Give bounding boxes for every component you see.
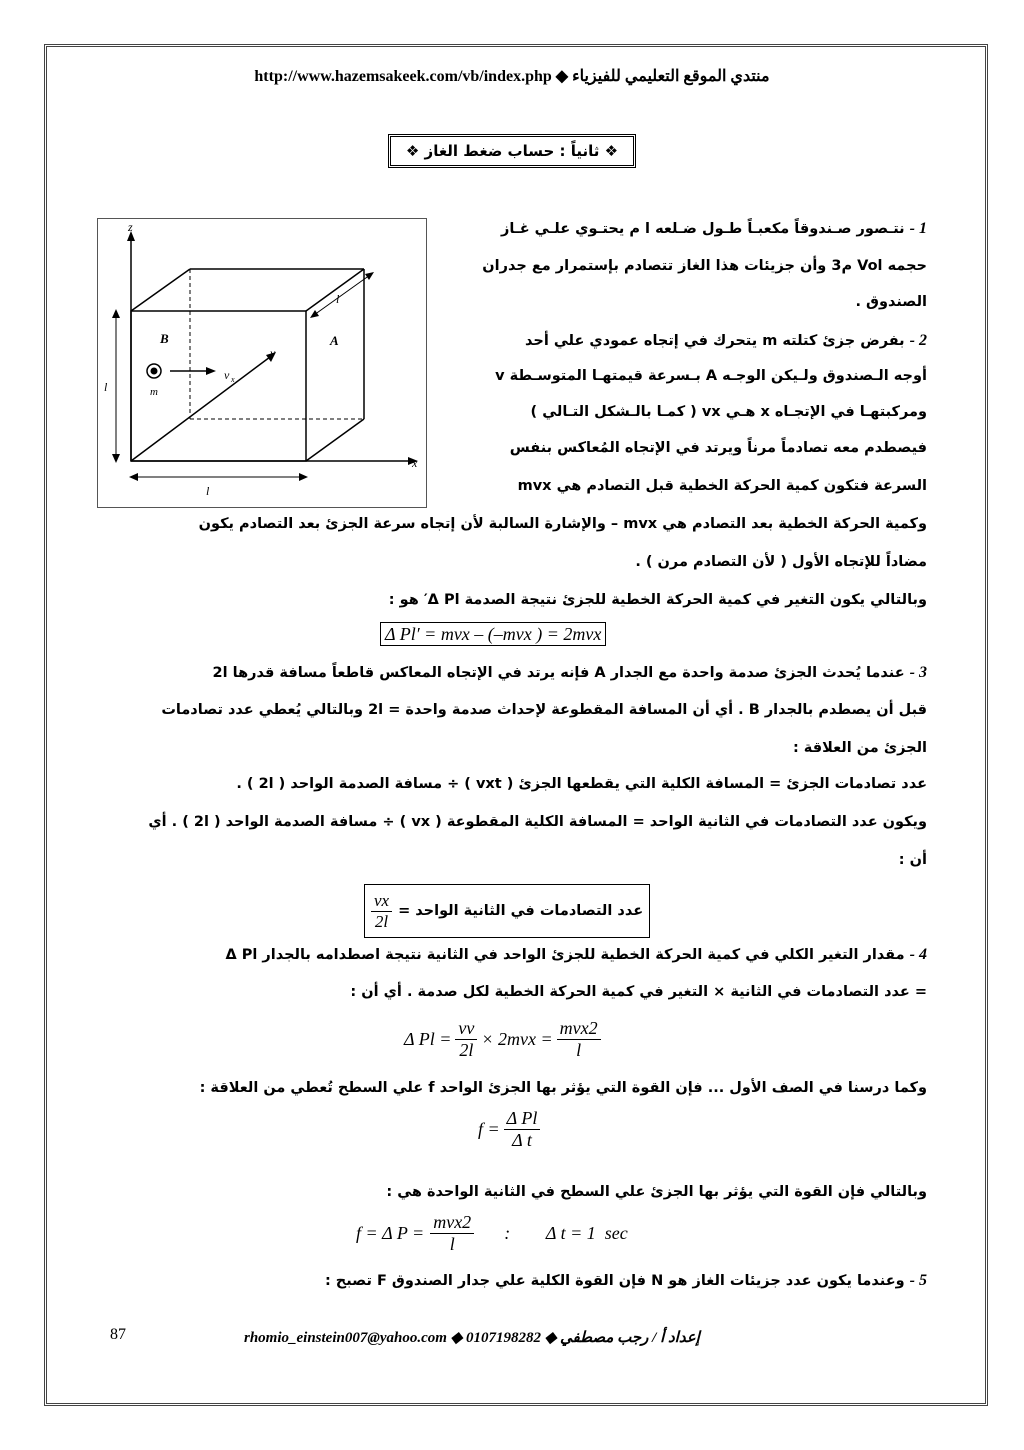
p2-line8: وبالتالي يكون التغير في كمية الحركة الخطية للجزئ نتيجة الصدمة Δ Pl′ هو : [388,592,927,608]
p4-line4: وبالتالي فإن القوة التي يؤثر بها الجزئ علي السطح في الثانية الواحدة هي : [386,1184,927,1200]
p3-line3: الجزئ من العلاقة : [792,740,927,756]
edge-length-label-left: l [104,380,108,394]
p4-line2: = عدد التصادمات في الثانية × التغير في كمية الحركة الخطية لكل صدمة . أي أن : [350,984,927,1000]
edge-length-label-top: l [336,292,340,306]
section-title: ❖ ثانياً : حساب ضغط الغاز ❖ [388,134,636,168]
p2-line5: السرعة فتكون كمية الحركة الخطية قبل التصادم هي mvx [517,478,927,494]
velocity-label: v [224,368,230,382]
p2-line3: ومركبتهـا في الإتجـاه x هـي vx ( كمـا بالـشكل التـالي ) [530,404,927,420]
p2-line1: 2 - بفرض جزئ كتلته m يتحرك في إتجاه عمودي علي أحد [525,332,927,349]
p2-line6: وكمية الحركة الخطية بعد التصادم هي mvx – والإشارة السالبة لأن إتجاه سرعة الجزئ بعد التصادم يكون [198,516,927,532]
cube-figure [97,218,427,508]
wall-b-label: B [160,331,169,346]
p1-line2: حجمه Vol م3 وأن جزيئات هذا الغاز تتصادم بإستمرار مع جدران [482,258,927,274]
p3-line1: 3 - عندما يُحدث الجزئ صدمة واحدة مع الجدار A فإنه يرتد في الإتجاه المعاكس قاطعاً مسافة قدرها 2l [212,664,927,681]
x-axis-label: x [412,456,418,470]
p1-line3: الصندوق . [855,294,927,310]
p3-line4: عدد تصادمات الجزئ = المسافة الكلية التي يقطعها الجزئ ( vxt ) ÷ مسافة الصدمة الواحد ( 2l ) . [236,776,927,792]
p3-line6: أن : [898,852,927,868]
p3-line5: ويكون عدد التصادمات في الثانية الواحد = المسافة الكلية المقطوعة ( vx ) ÷ مسافة الصدمة الواحد ( 2l ) . أي [148,814,927,830]
collisions-per-second-equation [364,884,650,938]
collisions-eq-label: عدد التصادمات في الثانية الواحد = [398,903,644,919]
wall-a-label: A [330,333,339,348]
p1-line1: 1 - نتـصور صـندوقاً مكعبـاً طـول ضـلعه l م يحتـوي علـي غـاز [500,220,927,237]
svg-text:x: x [231,375,235,384]
momentum-change-equation: Δ Pl′ = mvx – (–mvx ) = 2mvx [380,624,606,645]
y-axis-label: y [270,346,276,360]
cube-diagram [98,219,426,507]
force-per-molecule-equation: f = Δ P = $\frac{\text{mvx2}}{l}$ : Δ t = 1 sec [356,1212,628,1254]
collisions-eq-fraction: $\frac{vx}{2l}$ [371,891,392,932]
page-number: 87 [110,1326,126,1343]
p2-line7: مضاداً للإتجاه الأول ( لأن التصادم مرن ) . [635,554,927,570]
p5-line1: 5 - وعندما يكون عدد جزيئات الغاز هو N فإن القوة الكلية علي جدار الصندوق F تصبح : [324,1272,927,1289]
z-axis-label: z [128,220,133,234]
p2-line2: أوجه الـصندوق ولـيكن الوجـه A بـسرعة قيمتهـا المتوسـطة v [495,368,927,384]
edge-length-label-bottom: l [206,484,210,498]
footer-credits: rhomio_einstein007@yahoo.com ◆ 0107198282 ◆ إعداد أ / رجب مصطفي [244,1330,700,1346]
force-definition-equation: f = $\frac{\text{Δ Pl}}{\text{Δ t}}$ [478,1108,540,1151]
p4-line3: وكما درسنا في الصف الأول ... فإن القوة التي يؤثر بها الجزئ الواحد f علي السطح تُعطي من العلاقة : [199,1080,927,1096]
page-header: http://www.hazemsakeek.com/vb/index.php ◆ منتدي الموقع التعليمي للفيزياء [254,68,770,85]
p2-line4: فيصطدم معه تصادماً مرناً ويرتد في الإتجاه المُعاكس بنفس [509,440,927,456]
total-momentum-equation: Δ Pl = $\frac{vv}{2l}$ × 2mvx = $\frac{\text{mvx2}}{l}$ [404,1018,601,1061]
p3-line2: قبل أن يصطدم بالجدار B . أي أن المسافة المقطوعة لإحداث صدمة واحدة = 2l وبالتالي يُعطي عدد تصادمات [161,702,927,718]
molecule-mass-label: m [150,386,158,398]
p4-line1: 4 - مقدار التغير الكلي في كمية الحركة الخطية للجزئ الواحد في الثانية نتيجة اصطدامه بالجدار Δ Pl [225,946,927,963]
